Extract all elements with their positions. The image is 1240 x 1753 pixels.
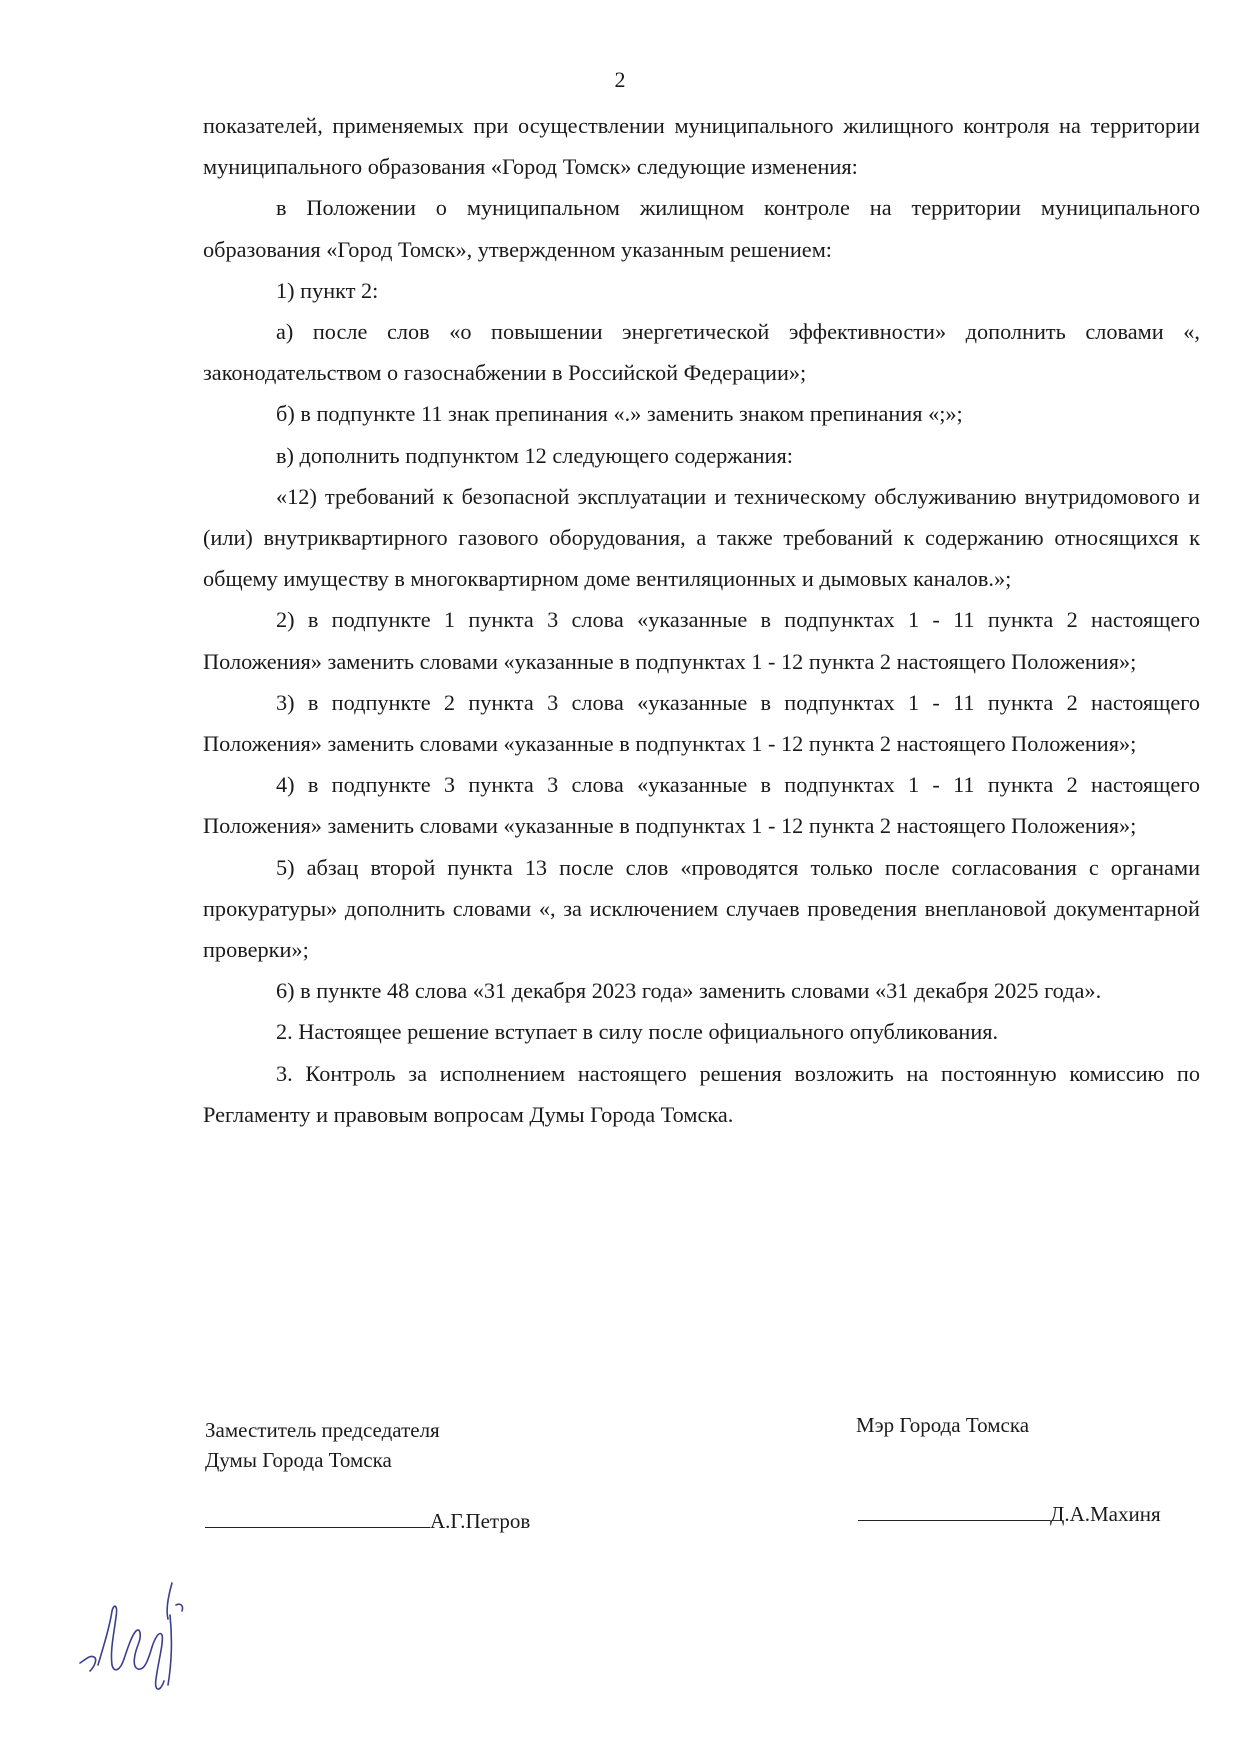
- paragraph-item-2: 2) в подпункте 1 пункта 3 слова «указанные в подпунктах 1 - 11 пункта 2 настоящего Положения» заменить словами «указанные в подпунктах 1 - 12 пункта 2 настоящего Положения»;: [203, 607, 1200, 674]
- left-signature-blank: [205, 1507, 430, 1528]
- right-signatory-title: Мэр Города Томска: [856, 1413, 1030, 1437]
- paragraph-subitem-b: б) в подпункте 11 знак препинания «.» заменить знаком препинания «;»;: [276, 401, 963, 427]
- signature-block-right: [856, 1410, 1029, 1440]
- paragraph-effective-date: 2. Настоящее решение вступает в силу после официального опубликования.: [276, 1019, 999, 1045]
- paragraph-item-1: 1) пункт 2:: [276, 277, 379, 303]
- paragraph-subitem-v: в) дополнить подпунктом 12 следующего содержания:: [276, 442, 793, 468]
- right-signature-blank: [858, 1500, 1050, 1521]
- right-signatory-name: Д.А.Махиня: [1050, 1502, 1161, 1526]
- left-signature-line: [205, 1507, 530, 1534]
- left-signatory-title-1: Заместитель председателя: [205, 1418, 440, 1442]
- paragraph-item-4: 4) в подпункте 3 пункта 3 слова «указанные в подпунктах 1 - 11 пункта 2 настоящего Положения» заменить словами «указанные в подпунктах 1 - 12 пункта 2 настоящего Положения»;: [203, 772, 1200, 839]
- paragraph-polozhenie-intro: в Положении о муниципальном жилищном контроле на территории муниципального образования «Город Томск», утвержденном указанным решением:: [203, 195, 1200, 262]
- handwritten-initials-icon: [72, 1575, 212, 1705]
- paragraph-continuation: показателей, применяемых при осуществлении муниципального жилищного контроля на территории муниципального образования «Город Томск» следующие изменения:: [203, 113, 1200, 180]
- left-signatory-name: А.Г.Петров: [430, 1509, 531, 1533]
- right-signature-line: [858, 1500, 1161, 1527]
- paragraph-item-6: 6) в пункте 48 слова «31 декабря 2023 года» заменить словами «31 декабря 2025 года».: [276, 978, 1102, 1004]
- paragraph-control: 3. Контроль за исполнением настоящего решения возложить на постоянную комиссию по Регламенту и правовым вопросам Думы Города Томска.: [203, 1060, 1200, 1127]
- page-number: 2: [614, 67, 626, 92]
- left-signatory-title-2: Думы Города Томска: [205, 1448, 392, 1472]
- paragraph-subitem-a: а) после слов «о повышении энергетической эффективности» дополнить словами «, законодательством о газоснабжении в Российской Федерации»;: [203, 319, 1200, 386]
- paragraph-item-3: 3) в подпункте 2 пункта 3 слова «указанные в подпунктах 1 - 11 пункта 2 настоящего Положения» заменить словами «указанные в подпунктах 1 - 12 пункта 2 настоящего Положения»;: [203, 689, 1200, 757]
- signature-block-left: [205, 1415, 440, 1475]
- paragraph-item-5: 5) абзац второй пункта 13 после слов «проводятся только после согласования с органами прокуратуры» дополнить словами «, за исключением случаев проведения внеплановой документарной проверки»;: [203, 854, 1200, 963]
- document-body: [203, 105, 1200, 1135]
- paragraph-subpoint-12: «12) требований к безопасной эксплуатации и техническому обслуживанию внутридомового и (или) внутриквартирного газового оборудования, а также требований к содержанию относящихся к общему имуществу в многоквартирном доме вентиляционных и дымовых каналов.»;: [203, 483, 1200, 592]
